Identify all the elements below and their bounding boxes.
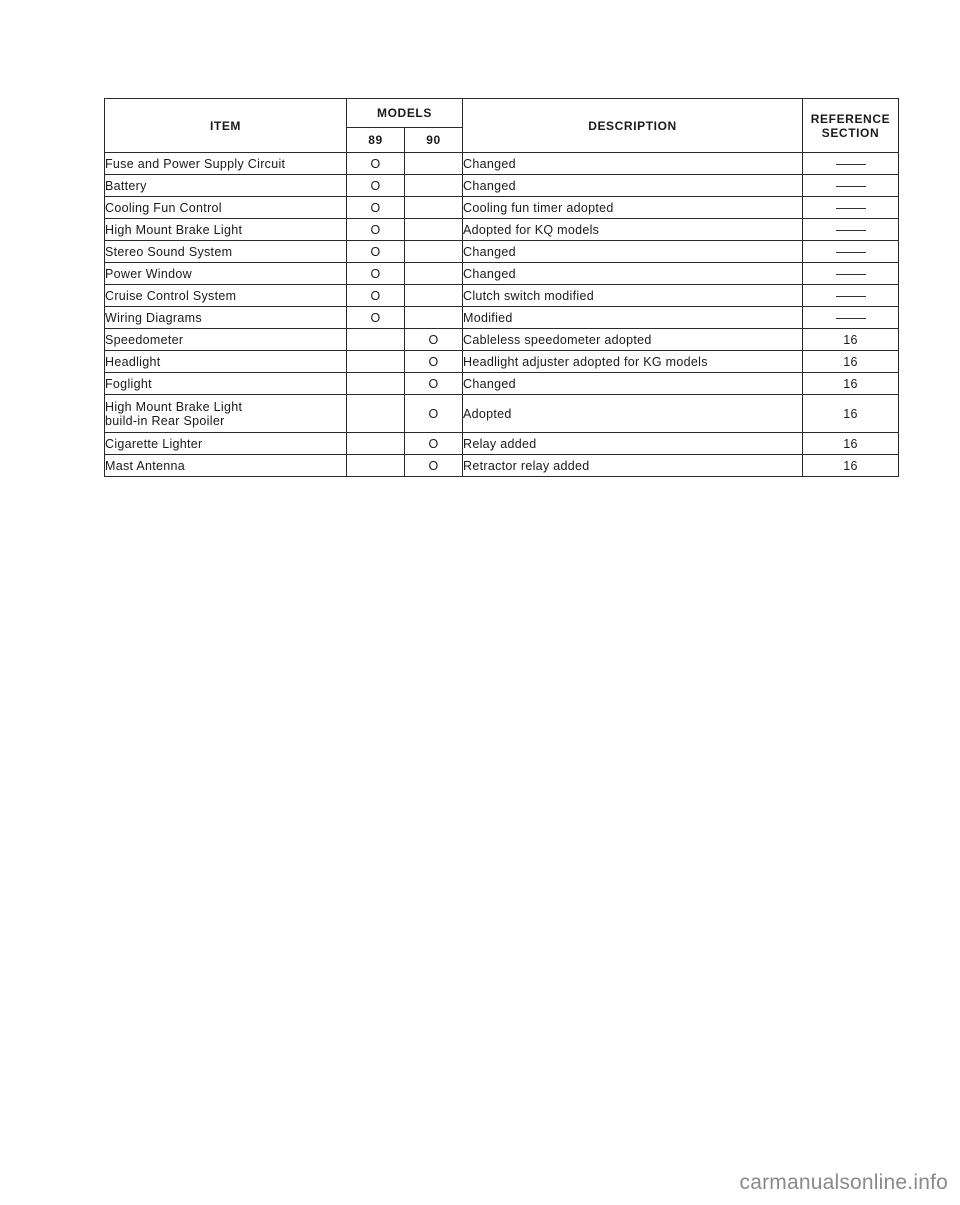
row-reference — [803, 219, 899, 241]
row-model-90-mark — [405, 219, 463, 241]
no-reference-dash — [836, 164, 866, 165]
row-item-line1: High Mount Brake Light — [105, 399, 243, 414]
row-item-line2: build-in Rear Spoiler — [105, 413, 225, 428]
row-model-89-mark: O — [347, 263, 405, 285]
row-description: Adopted for KQ models — [463, 219, 803, 241]
row-model-90-mark: O — [405, 329, 463, 351]
row-model-90-mark — [405, 175, 463, 197]
row-model-90-mark: O — [405, 351, 463, 373]
row-item: Cooling Fun Control — [105, 197, 347, 219]
row-reference: 16 — [803, 433, 899, 455]
row-item: Headlight — [105, 351, 347, 373]
row-description: Modified — [463, 307, 803, 329]
table-row — [105, 329, 899, 351]
table-row — [105, 263, 899, 285]
row-item: Foglight — [105, 373, 347, 395]
row-model-90-mark — [405, 197, 463, 219]
row-model-89-mark: O — [347, 197, 405, 219]
row-description: Changed — [463, 153, 803, 175]
row-model-89-mark — [347, 351, 405, 373]
row-description: Cooling fun timer adopted — [463, 197, 803, 219]
row-model-90-mark: O — [405, 373, 463, 395]
row-description: Changed — [463, 263, 803, 285]
table-row — [105, 241, 899, 263]
row-item: Cruise Control System — [105, 285, 347, 307]
row-model-89-mark — [347, 329, 405, 351]
header-description: DESCRIPTION — [463, 99, 803, 153]
table-row — [105, 455, 899, 477]
row-item: Mast Antenna — [105, 455, 347, 477]
row-item: Stereo Sound System — [105, 241, 347, 263]
row-model-90-mark: O — [405, 455, 463, 477]
row-model-89-mark: O — [347, 175, 405, 197]
row-description: Changed — [463, 175, 803, 197]
row-reference: 16 — [803, 351, 899, 373]
row-model-90-mark: O — [405, 395, 463, 433]
row-description: Changed — [463, 373, 803, 395]
row-reference: 16 — [803, 329, 899, 351]
row-model-89-mark: O — [347, 219, 405, 241]
table-row — [105, 175, 899, 197]
row-item: Power Window — [105, 263, 347, 285]
table-row — [105, 433, 899, 455]
row-description: Headlight adjuster adopted for KG models — [463, 351, 803, 373]
row-description: Cableless speedometer adopted — [463, 329, 803, 351]
row-model-90-mark — [405, 285, 463, 307]
row-model-89-mark: O — [347, 241, 405, 263]
row-model-89-mark: O — [347, 307, 405, 329]
row-reference — [803, 153, 899, 175]
table-row — [105, 285, 899, 307]
row-model-90-mark — [405, 307, 463, 329]
header-reference-line2: SECTION — [821, 125, 880, 140]
row-item — [105, 395, 347, 433]
no-reference-dash — [836, 186, 866, 187]
row-item: Battery — [105, 175, 347, 197]
watermark-text: carmanualsonline.info — [739, 1171, 948, 1194]
row-reference — [803, 307, 899, 329]
no-reference-dash — [836, 230, 866, 231]
no-reference-dash — [836, 296, 866, 297]
model-changes-table — [104, 98, 899, 477]
row-model-89-mark — [347, 433, 405, 455]
row-item: Wiring Diagrams — [105, 307, 347, 329]
no-reference-dash — [836, 274, 866, 275]
row-reference: 16 — [803, 395, 899, 433]
row-model-89-mark: O — [347, 153, 405, 175]
row-reference — [803, 197, 899, 219]
row-model-89-mark — [347, 395, 405, 433]
row-reference — [803, 285, 899, 307]
row-reference — [803, 263, 899, 285]
header-item: ITEM — [105, 99, 347, 153]
table-row — [105, 197, 899, 219]
header-models: MODELS — [347, 99, 463, 128]
header-model-89: 89 — [347, 128, 405, 153]
row-description: Changed — [463, 241, 803, 263]
table-row — [105, 351, 899, 373]
no-reference-dash — [836, 208, 866, 209]
row-description: Relay added — [463, 433, 803, 455]
row-model-89-mark: O — [347, 285, 405, 307]
row-description: Adopted — [463, 395, 803, 433]
row-item: Fuse and Power Supply Circuit — [105, 153, 347, 175]
row-model-90-mark — [405, 241, 463, 263]
table-row — [105, 153, 899, 175]
row-reference — [803, 241, 899, 263]
row-reference: 16 — [803, 455, 899, 477]
row-description: Retractor relay added — [463, 455, 803, 477]
row-model-90-mark: O — [405, 433, 463, 455]
header-model-90: 90 — [405, 128, 463, 153]
model-changes-table-container — [104, 98, 898, 477]
row-item: Cigarette Lighter — [105, 433, 347, 455]
row-description: Clutch switch modified — [463, 285, 803, 307]
row-model-90-mark — [405, 153, 463, 175]
no-reference-dash — [836, 318, 866, 319]
row-item: Speedometer — [105, 329, 347, 351]
no-reference-dash — [836, 252, 866, 253]
row-reference — [803, 175, 899, 197]
table-row — [105, 395, 899, 433]
row-model-89-mark — [347, 455, 405, 477]
row-item: High Mount Brake Light — [105, 219, 347, 241]
header-reference-section — [803, 99, 899, 153]
header-reference-line1: REFERENCE — [810, 111, 891, 126]
row-reference: 16 — [803, 373, 899, 395]
table-row — [105, 307, 899, 329]
row-model-90-mark — [405, 263, 463, 285]
table-row — [105, 219, 899, 241]
row-model-89-mark — [347, 373, 405, 395]
table-row — [105, 373, 899, 395]
